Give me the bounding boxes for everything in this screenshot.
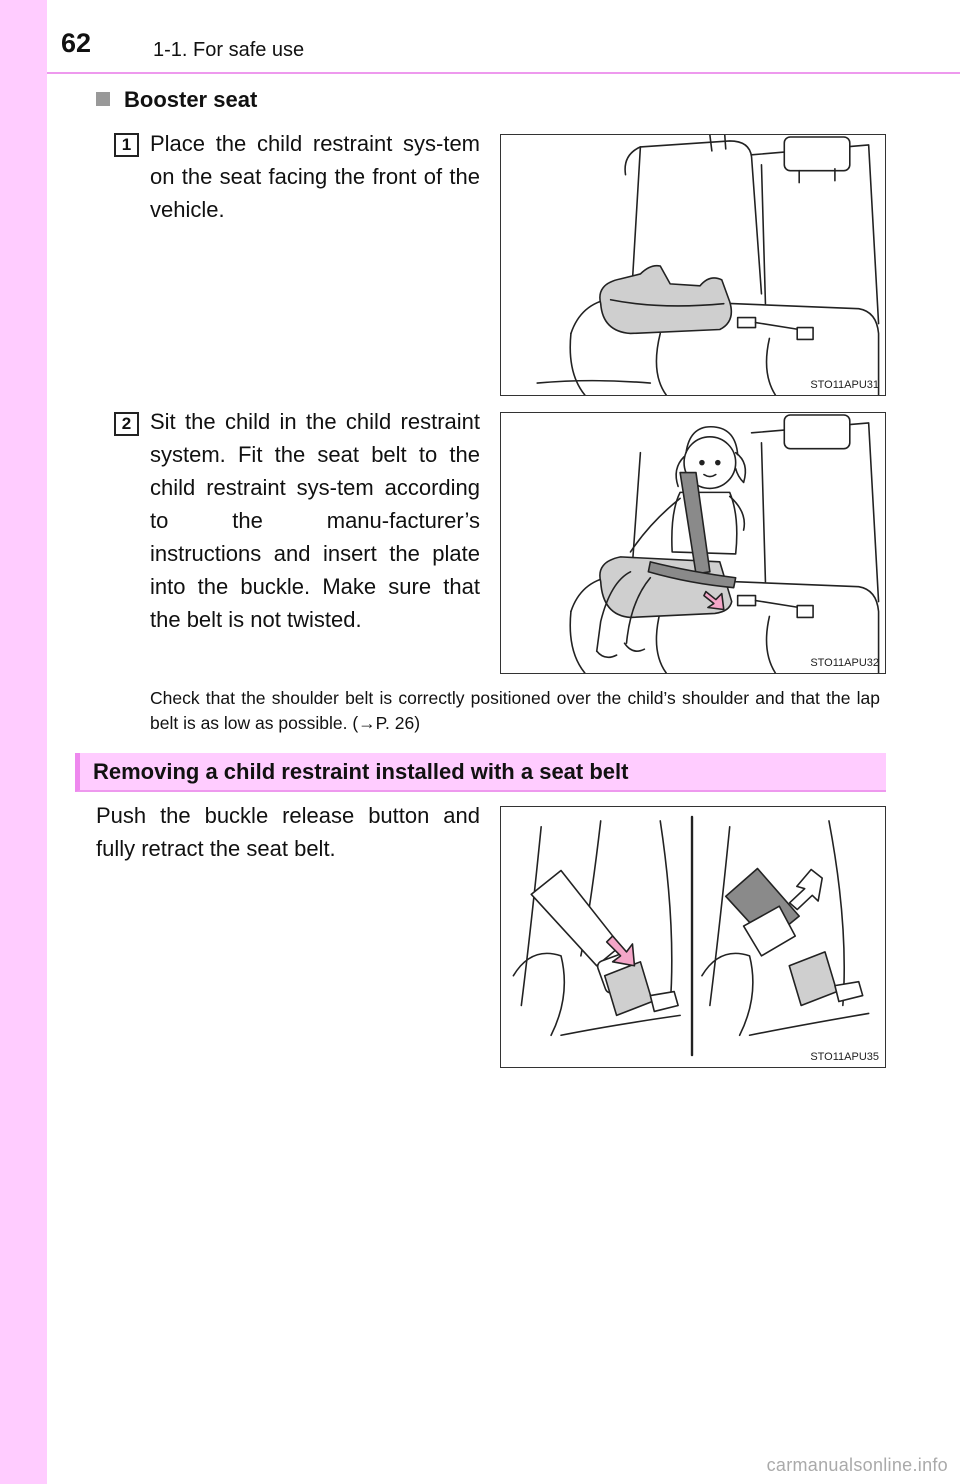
figure-1-code: STO11APU31: [810, 379, 879, 391]
booster-seat-on-rear-seat-figure: [500, 134, 886, 396]
square-bullet-icon: [96, 92, 110, 106]
removal-instruction-text: Push the buckle release button and fully retract the seat belt.: [96, 803, 480, 861]
shoulder-belt-note: Check that the shoulder belt is correctly positioned over the child’s shoulder and that the lap belt is as low as possible. (→P. 26): [150, 688, 880, 733]
removal-section-heading: Removing a child restraint installed with a seat belt: [75, 753, 886, 792]
figure-2-code: STO11APU32: [810, 657, 879, 669]
section-title: 1-1. For safe use: [153, 39, 305, 61]
page-header: [47, 0, 960, 74]
watermark: carmanualsonline.info: [766, 1455, 948, 1475]
booster-seat-heading: [96, 87, 257, 113]
step-2-text: Sit the child in the child restraint system. Fit the seat belt to the child restraint sys-tem according to the manu-facturer’s instructions and insert the plate into the buckle. Make sure that the belt is not twisted.: [150, 409, 480, 632]
step-2-badge: 2: [114, 412, 139, 436]
buckle-release-figure: [500, 806, 886, 1068]
page-number: 62: [61, 28, 92, 58]
step-1-badge: 1: [114, 133, 139, 157]
booster-heading-text: Booster seat: [124, 87, 258, 112]
figure-3-code: STO11APU35: [810, 1051, 879, 1063]
child-seated-with-belt-figure: [500, 412, 886, 674]
step-1-text: Place the child restraint sys-tem on the seat facing the front of the vehicle.: [150, 131, 480, 222]
page-sidebar: [0, 0, 47, 1484]
